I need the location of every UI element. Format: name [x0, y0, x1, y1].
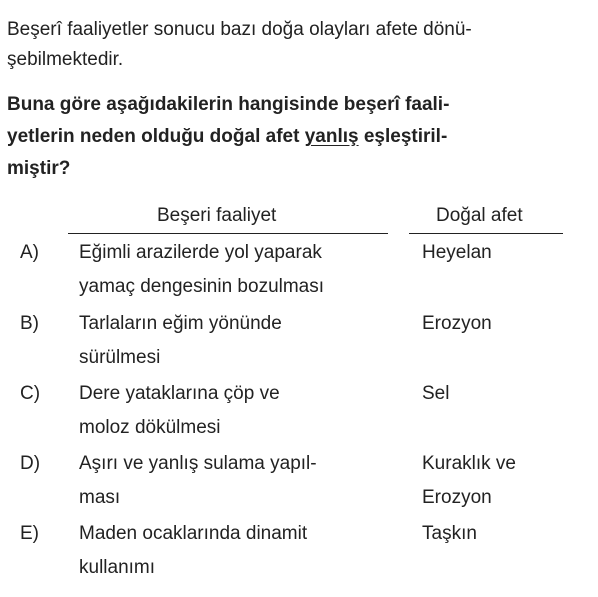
column-header-disaster: Doğal afet: [436, 205, 523, 226]
option-activity-line-1: Tarlaların eğim yönünde: [79, 313, 282, 334]
column-header-activity: Beşeri faaliyet: [157, 205, 277, 226]
answer-option-c[interactable]: [0, 377, 598, 441]
option-activity: [79, 517, 399, 585]
option-disaster-line-1: Heyelan: [422, 242, 492, 263]
question-intro: [7, 15, 587, 75]
answer-option-a[interactable]: [0, 236, 598, 300]
answer-option-b[interactable]: [0, 307, 598, 371]
option-disaster-line-1: Taşkın: [422, 523, 477, 544]
question-line-2: [7, 121, 593, 153]
option-activity: [79, 447, 399, 515]
option-activity: [79, 307, 399, 375]
option-disaster: [422, 517, 582, 551]
option-activity: [79, 236, 399, 304]
option-activity-line-1: Dere yataklarına çöp ve: [79, 383, 280, 404]
option-activity-line-1: Maden ocaklarında dinamit: [79, 523, 308, 544]
question-line-2-start: yetlerin neden olduğu doğal afet: [7, 126, 305, 147]
option-activity-line-1: Eğimli arazilerde yol yaparak: [79, 242, 322, 263]
option-letter: C): [20, 383, 41, 404]
option-disaster-line-1: Kuraklık ve: [422, 453, 516, 474]
question-stem: [7, 89, 593, 185]
option-activity-line-2: kullanımı: [79, 557, 156, 578]
answer-option-d[interactable]: [0, 447, 598, 511]
option-activity: [79, 377, 399, 445]
underlined-keyword: yanlış: [304, 126, 359, 147]
option-letter: D): [20, 453, 41, 474]
option-disaster: [422, 307, 582, 341]
option-disaster: [422, 236, 582, 270]
option-activity-line-2: ması: [79, 487, 121, 508]
header-rule-disaster: [409, 233, 563, 234]
question-line-3: miştir?: [7, 158, 71, 179]
option-activity-line-1: Aşırı ve yanlış sulama yapıl-: [79, 453, 317, 474]
option-activity-line-2: moloz dökülmesi: [79, 417, 221, 438]
option-letter: A): [20, 242, 39, 263]
option-disaster-line-2: Erozyon: [422, 487, 492, 508]
option-disaster: [422, 377, 582, 411]
intro-line-2: şebilmektedir.: [7, 49, 124, 70]
header-rule-activity: [68, 233, 388, 234]
option-activity-line-2: yamaç dengesinin bozulması: [79, 276, 325, 297]
option-disaster-line-1: Erozyon: [422, 313, 492, 334]
option-letter: E): [20, 523, 39, 544]
option-letter: B): [20, 313, 39, 334]
option-disaster-line-1: Sel: [422, 383, 450, 404]
option-activity-line-2: sürülmesi: [79, 347, 161, 368]
option-disaster: [422, 447, 582, 515]
intro-line-1: Beşerî faaliyetler sonucu bazı doğa olayları afete dönü-: [7, 19, 472, 40]
question-line-1: Buna göre aşağıdakilerin hangisinde beşerî faali-: [7, 94, 450, 115]
question-line-2-end: eşleştiril-: [358, 126, 448, 147]
answer-option-e[interactable]: [0, 517, 598, 581]
